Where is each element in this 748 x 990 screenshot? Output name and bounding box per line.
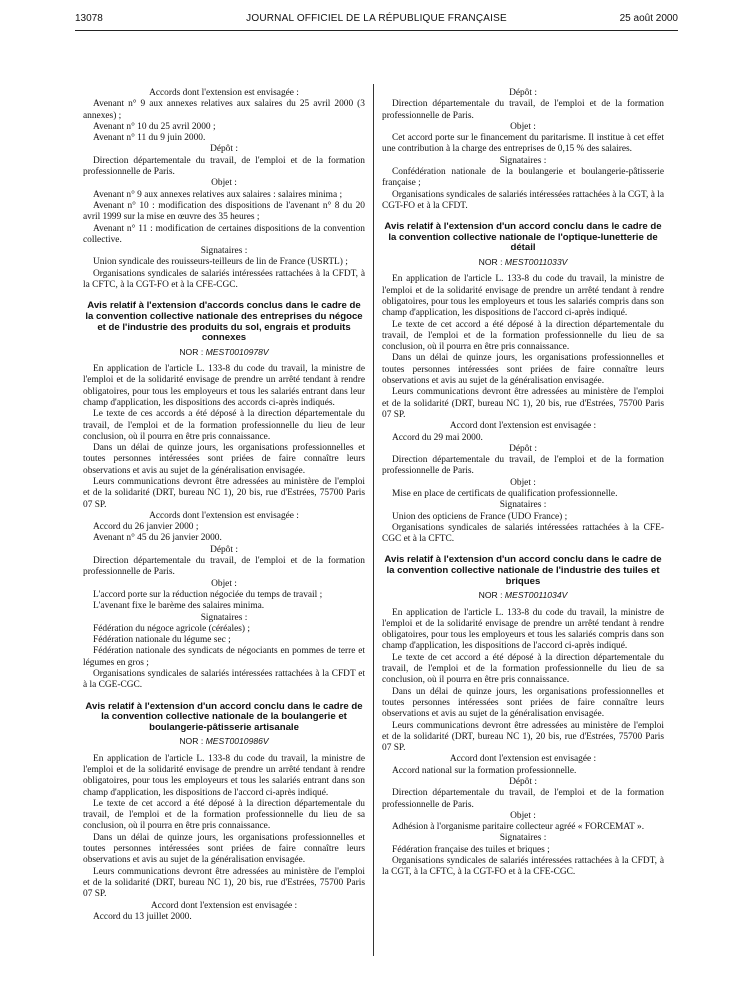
accords-label: Accord dont l'extension est envisagée : bbox=[150, 900, 298, 911]
depot-text: Direction départementale du travail, de l'emploi et de la formation professionnelle de Paris. bbox=[382, 455, 664, 477]
signataire-item: Fédération nationale du légume sec ; bbox=[93, 635, 231, 646]
accord-item: Accord du 29 mai 2000. bbox=[392, 432, 483, 443]
depot-text: Direction départementale du travail, de l'emploi et de la formation professionnelle de Paris. bbox=[83, 556, 365, 578]
journal-title: JOURNAL OFFICIEL DE LA RÉPUBLIQUE FRANÇAISE bbox=[246, 13, 507, 24]
depot-text: Direction départementale du travail, de l'emploi et de la formation professionnelle de Paris. bbox=[382, 99, 664, 121]
depot-label: Dépôt : bbox=[210, 144, 238, 155]
paragraph: Dans un délai de quinze jours, les organisations professionnelles et toutes personnes intéressées sont priées de faire connaître leurs observations et avis au sujet de la généralisation envisagée. bbox=[382, 353, 664, 387]
section-title: Avis relatif à l'extension d'accords conclus dans le cadre de la convention collective nationale des entreprises du négoce et de l'industrie des produits du sol, engrais et produits connexes bbox=[85, 300, 363, 344]
accord-item: Accord du 26 janvier 2000 ; bbox=[93, 522, 199, 533]
accord-item: Accord national sur la formation professionnelle. bbox=[392, 765, 577, 776]
depot-label: Dépôt : bbox=[509, 88, 537, 98]
paragraph: En application de l'article L. 133-8 du code du travail, la ministre de l'emploi et de la solidarité envisage de prendre un arrêté tendant à rendre obligatoires, pour tous les employeurs et tous les salariés compris dans son champ d'application, les dispositions de l'accord ci-après indiqué. bbox=[382, 607, 664, 652]
accord-item: Avenant n° 9 aux annexes relatives aux salaires du 25 avril 2000 (3 annexes) ; bbox=[83, 99, 365, 121]
depot-text: Direction départementale du travail, de l'emploi et de la formation professionnelle de Paris. bbox=[382, 788, 664, 810]
paragraph: Dans un délai de quinze jours, les organisations professionnelles et toutes personnes intéressées sont priées de faire connaître leurs observations et avis au sujet de la généralisation envisagée. bbox=[83, 832, 365, 866]
paragraph: En application de l'article L. 133-8 du code du travail, la ministre de l'emploi et de la solidarité envisage de prendre un arrêté tendant à rendre obligatoires, pour tous les employeurs et tous les salariés entrant dans son champ d'application, les dispositions de l'accord ci-après indiqué. bbox=[83, 753, 365, 798]
page-number: 13078 bbox=[75, 13, 103, 24]
paragraph: Leurs communications devront être adressées au ministère de l'emploi et de la solidarité (DRT, bureau NC 1), 20 bis, rue d'Estrées, 75700 Paris 07 SP. bbox=[83, 476, 365, 510]
paragraph: Leurs communications devront être adressées au ministère de l'emploi et de la solidarité (DRT, bureau NC 1), 20 bis, rue d'Estrées, 75700 Paris 07 SP. bbox=[382, 720, 664, 754]
accord-item: Avenant n° 10 du 25 avril 2000 ; bbox=[93, 121, 216, 132]
objet-label: Objet : bbox=[510, 121, 536, 132]
header-rule bbox=[75, 30, 678, 31]
signataires-label: Signataires : bbox=[499, 500, 547, 511]
left-column bbox=[83, 88, 365, 923]
accords-label: Accord dont l'extension est envisagée : bbox=[449, 421, 597, 432]
paragraph: Le texte de cet accord a été déposé à la direction départementale du travail, de l'emploi et de la formation professionnelle du lieu de sa conclusion, où il pourra en être pris connaissance. bbox=[83, 798, 365, 832]
paragraph: En application de l'article L. 133-8 du code du travail, la ministre de l'emploi et de la solidarité envisage de prendre un arrêté tendant à rendre obligatoires, pour tous les employeurs et tous les salariés entrant dans leur champ d'application, les dispositions des accords ci-après indiqués. bbox=[83, 364, 365, 408]
signataire-item: Fédération nationale des syndicats de négociants en pommes de terre et légumes en gros ; bbox=[83, 646, 365, 668]
objet-label: Objet : bbox=[510, 810, 536, 821]
paragraph: Leurs communications devront être adressées au ministère de l'emploi et de la solidarité (DRT, bureau NC 1), 20 bis, rue d'Estrées, 75700 Paris 07 SP. bbox=[382, 387, 664, 420]
objet-item: Avenant n° 9 aux annexes relatives aux salaires : salaires minima ; bbox=[93, 189, 343, 200]
depot-label: Dépôt : bbox=[509, 777, 537, 787]
section-title: Avis relatif à l'extension d'un accord conclu dans le cadre de la convention collective nationale de l'optique-lunetterie de détail bbox=[384, 221, 662, 254]
signataire-item: Fédération du négoce agricole (céréales) ; bbox=[93, 623, 250, 634]
issue-date: 25 août 2000 bbox=[619, 13, 678, 24]
depot-label: Dépôt : bbox=[509, 443, 537, 454]
objet-text: Adhésion à l'organisme paritaire collecteur agréé « FORCEMAT ». bbox=[392, 822, 645, 833]
objet-label: Objet : bbox=[510, 477, 536, 488]
objet-label: Objet : bbox=[211, 178, 237, 189]
nor-reference: NOR : MEST0011034V bbox=[478, 590, 568, 601]
signataire-item: Confédération nationale de la boulangerie et boulangerie-pâtisserie française ; bbox=[382, 167, 664, 189]
section-title: Avis relatif à l'extension d'un accord conclu dans le cadre de la convention collective nationale de l'industrie des tuiles et briques bbox=[384, 554, 662, 587]
objet-text: Cet accord porte sur le financement du paritarisme. Il institue à cet effet une contribution à la charge des entreprises de 0,15 % des salaires. bbox=[382, 133, 664, 155]
nor-reference: NOR : MEST0010978V bbox=[179, 346, 269, 357]
nor-reference: NOR : MEST0010986V bbox=[179, 736, 269, 747]
signataire-item: Union des opticiens de France (UDO France) ; bbox=[392, 511, 568, 522]
objet-item: Avenant n° 10 : modification des dispositions de l'avenant n° 8 du 20 avril 1999 sur la mise en œuvre des 35 heures ; bbox=[83, 200, 365, 223]
accord-item: Avenant n° 45 du 26 janvier 2000. bbox=[93, 533, 222, 544]
column-divider bbox=[373, 84, 374, 956]
page-header bbox=[75, 13, 678, 29]
accords-label: Accords dont l'extension est envisagée : bbox=[149, 88, 299, 98]
right-column bbox=[382, 88, 664, 879]
accord-item: Avenant n° 11 du 9 juin 2000. bbox=[93, 133, 206, 144]
depot-text: Direction départementale du travail, de l'emploi et de la formation professionnelle de Paris. bbox=[83, 155, 365, 178]
objet-text: Mise en place de certificats de qualification professionnelle. bbox=[392, 488, 618, 499]
paragraph: Le texte de ces accords a été déposé à la direction départementale du travail, de l'emploi et de la formation professionnelle du lieu de leur conclusion, où il pourra en être pris connaissance. bbox=[83, 409, 365, 442]
signataire-item: Union syndicale des rouisseurs-teilleurs de lin de France (USRTL) ; bbox=[93, 257, 348, 268]
objet-item: L'accord porte sur la réduction négociée du temps de travail ; bbox=[93, 589, 323, 600]
objet-label: Objet : bbox=[211, 578, 237, 589]
signataires-label: Signataires : bbox=[200, 246, 248, 257]
paragraph: En application de l'article L. 133-8 du code du travail, la ministre de l'emploi et de la solidarité envisage de prendre un arrêté tendant à rendre obligatoires, pour tous les employeurs et tous les salariés compris dans son champ d'application, les dispositions de l'accord ci-après indiqué. bbox=[382, 274, 664, 319]
signataire-item: Organisations syndicales de salariés intéressées rattachées à la CFDT, à la CGT, à la CFTC, à la CGT-FO et à la CFE-CGC. bbox=[382, 856, 664, 878]
accords-label: Accords dont l'extension est envisagée : bbox=[149, 510, 299, 521]
signataire-item: Organisations syndicales de salariés intéressées rattachées à la CFE-CGC et à la CFTC. bbox=[382, 522, 664, 545]
accords-label: Accord dont l'extension est envisagée : bbox=[449, 754, 597, 765]
objet-item: Avenant n° 11 : modification de certaines dispositions de la convention collective. bbox=[83, 223, 365, 245]
depot-label: Dépôt : bbox=[210, 544, 238, 555]
paragraph: Leurs communications devront être adressées au ministère de l'emploi et de la solidarité (DRT, bureau NC 1), 20 bis, rue d'Estrées, 75700 Paris 07 SP. bbox=[83, 866, 365, 900]
paragraph: Dans un délai de quinze jours, les organisations professionnelles et toutes personnes intéressées sont priées de faire connaître leurs observations et avis au sujet de la généralisation envisagée. bbox=[382, 686, 664, 720]
signataires-label: Signataires : bbox=[200, 612, 248, 623]
paragraph: Le texte de cet accord a été déposé à la direction départementale du travail, de l'emploi et de la formation professionnelle du lieu de sa conclusion, où il pourra en être pris connaissance. bbox=[382, 652, 664, 686]
objet-item: L'avenant fixe le barème des salaires minima. bbox=[93, 601, 265, 612]
section-title: Avis relatif à l'extension d'un accord conclu dans le cadre de la convention collective nationale de la boulangerie et boulangerie-pâtisserie artisanale bbox=[85, 700, 363, 733]
signataire-item: Organisations syndicales de salariés intéressées rattachées à la CGT, à la CGT-FO et à la CFDT. bbox=[382, 189, 664, 211]
signataires-label: Signataires : bbox=[499, 155, 547, 166]
accord-item: Accord du 13 juillet 2000. bbox=[93, 911, 192, 922]
signataire-item: Organisations syndicales de salariés intéressées rattachées à la CFDT et à la CGE-CGC. bbox=[83, 669, 365, 691]
signataire-item: Fédération française des tuiles et briques ; bbox=[392, 844, 550, 855]
signataires-label: Signataires : bbox=[499, 833, 547, 844]
paragraph: Le texte de cet accord a été déposé à la direction départementale du travail, de l'emploi et de la formation professionnelle du lieu de sa conclusion, où il pourra en être pris connaissance. bbox=[382, 319, 664, 353]
signataire-item: Organisations syndicales de salariés intéressées rattachées à la CFDT, à la CFTC, à la CGT-FO et à la CFE-CGC. bbox=[83, 268, 365, 291]
paragraph: Dans un délai de quinze jours, les organisations professionnelles et toutes personnes intéressées sont priées de faire connaître leurs observations et avis au sujet de la généralisation envisagée. bbox=[83, 443, 365, 476]
nor-reference: NOR : MEST0011033V bbox=[478, 257, 568, 268]
